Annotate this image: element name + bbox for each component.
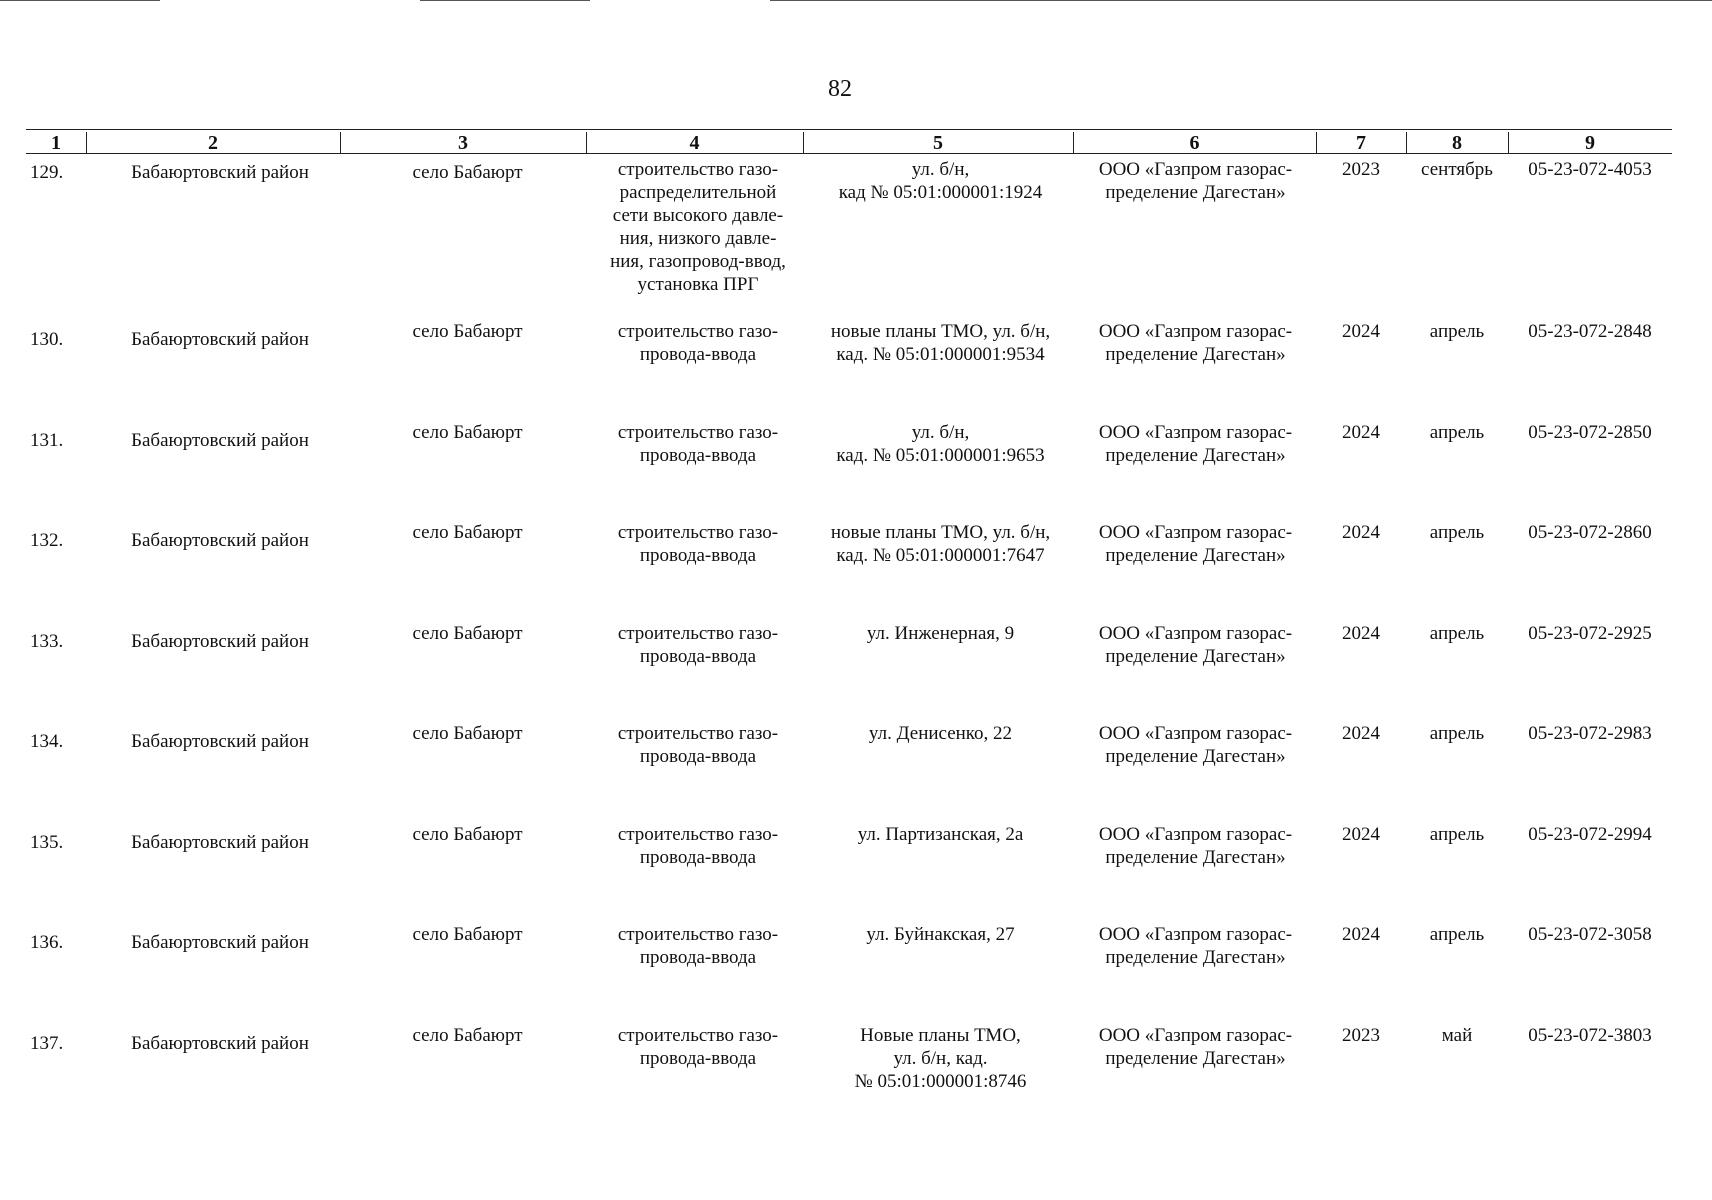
- settlement-cell: село Бабаюрт: [412, 824, 523, 845]
- work-type-cell: [583, 320, 813, 366]
- settlement-cell: село Бабаюрт: [412, 623, 523, 644]
- month-cell: май: [1441, 1025, 1473, 1046]
- row-number: 137.: [30, 1033, 64, 1054]
- organization-cell-line: пределение Дагестан»: [1105, 182, 1286, 203]
- column-divider: [1073, 132, 1074, 154]
- month-cell: апрель: [1429, 321, 1485, 342]
- district-cell: Бабаюртовский район: [131, 530, 309, 551]
- organization-cell-line: ООО «Газпром газорас-: [1098, 723, 1293, 744]
- settlement-cell: село Бабаюрт: [412, 522, 523, 543]
- organization-cell-line: пределение Дагестан»: [1105, 847, 1286, 868]
- scan-edge-line: [0, 0, 160, 1]
- address-cell-line: ул. Денисенко, 22: [868, 723, 1013, 744]
- month-cell: апрель: [1429, 924, 1485, 945]
- settlement-cell: село Бабаюрт: [412, 1025, 523, 1046]
- row-number: 136.: [30, 932, 64, 953]
- column-header-3: 3: [458, 132, 468, 154]
- work-type-cell-line: распределительной: [619, 182, 777, 203]
- organization-cell: [1073, 421, 1318, 467]
- address-cell: [808, 823, 1073, 846]
- organization-cell-line: ООО «Газпром газорас-: [1098, 321, 1293, 342]
- address-cell-line: ул. б/н,: [911, 159, 970, 180]
- organization-cell: [1073, 521, 1318, 567]
- organization-cell: [1073, 1024, 1318, 1070]
- column-header-4: 4: [689, 132, 700, 154]
- month-cell: апрель: [1429, 522, 1485, 543]
- organization-cell: [1073, 923, 1318, 969]
- address-cell-line: ул. Инженерная, 9: [866, 623, 1015, 644]
- work-type-cell: [583, 158, 813, 296]
- organization-cell-line: пределение Дагестан»: [1105, 545, 1286, 566]
- code-cell: 05-23-072-2925: [1528, 623, 1652, 644]
- organization-cell: [1073, 823, 1318, 869]
- row-number: 132.: [30, 530, 64, 551]
- work-type-cell-line: провода-ввода: [639, 545, 757, 566]
- work-type-cell-line: провода-ввода: [639, 344, 757, 365]
- column-divider: [1316, 132, 1317, 154]
- month-cell: апрель: [1429, 422, 1485, 443]
- scan-edge-line: [420, 0, 590, 1]
- address-cell-line: ул. б/н, кад.: [893, 1048, 988, 1069]
- code-cell: 05-23-072-2848: [1528, 321, 1652, 342]
- year-cell: 2024: [1342, 522, 1380, 543]
- address-cell-line: № 05:01:000001:8746: [854, 1071, 1027, 1092]
- work-type-cell-line: установка ПРГ: [637, 274, 759, 295]
- settlement-cell: село Бабаюрт: [412, 422, 523, 443]
- address-cell: [808, 521, 1073, 567]
- district-cell: Бабаюртовский район: [131, 1033, 309, 1054]
- page-number: 82: [828, 76, 852, 102]
- district-cell: Бабаюртовский район: [131, 631, 309, 652]
- column-header-5: 5: [933, 132, 943, 154]
- district-cell: Бабаюртовский район: [131, 430, 309, 451]
- organization-cell-line: пределение Дагестан»: [1105, 947, 1286, 968]
- address-cell: [808, 421, 1073, 467]
- work-type-cell: [583, 823, 813, 869]
- year-cell: 2023: [1342, 1025, 1380, 1046]
- column-header-9: 9: [1585, 132, 1595, 154]
- address-cell: [808, 622, 1073, 645]
- district-cell: Бабаюртовский район: [131, 162, 309, 183]
- address-cell-line: новые планы ТМО, ул. б/н,: [830, 321, 1051, 342]
- organization-cell: [1073, 722, 1318, 768]
- address-cell-line: ул. б/н,: [911, 422, 970, 443]
- scan-edge-line: [770, 0, 1712, 1]
- code-cell: 05-23-072-4053: [1528, 159, 1652, 180]
- address-cell-line: кад № 05:01:000001:1924: [838, 182, 1043, 203]
- district-cell: Бабаюртовский район: [131, 932, 309, 953]
- work-type-cell-line: строительство газо-: [617, 422, 779, 443]
- work-type-cell-line: провода-ввода: [639, 847, 757, 868]
- work-type-cell-line: провода-ввода: [639, 947, 757, 968]
- year-cell: 2024: [1342, 824, 1380, 845]
- organization-cell-line: ООО «Газпром газорас-: [1098, 422, 1293, 443]
- organization-cell-line: ООО «Газпром газорас-: [1098, 623, 1293, 644]
- column-divider: [340, 132, 341, 154]
- column-divider: [86, 132, 87, 154]
- organization-cell-line: пределение Дагестан»: [1105, 344, 1286, 365]
- work-type-cell-line: строительство газо-: [617, 1025, 779, 1046]
- work-type-cell: [583, 923, 813, 969]
- organization-cell-line: пределение Дагестан»: [1105, 746, 1286, 767]
- work-type-cell: [583, 421, 813, 467]
- year-cell: 2024: [1342, 321, 1380, 342]
- column-divider: [1406, 132, 1407, 154]
- organization-cell-line: ООО «Газпром газорас-: [1098, 924, 1293, 945]
- work-type-cell: [583, 521, 813, 567]
- row-number: 135.: [30, 832, 64, 853]
- code-cell: 05-23-072-3803: [1528, 1025, 1652, 1046]
- table-header-top-rule: [26, 129, 1672, 130]
- year-cell: 2023: [1342, 159, 1380, 180]
- organization-cell-line: ООО «Газпром газорас-: [1098, 522, 1293, 543]
- work-type-cell-line: строительство газо-: [617, 522, 779, 543]
- settlement-cell: село Бабаюрт: [412, 723, 523, 744]
- work-type-cell: [583, 722, 813, 768]
- organization-cell-line: пределение Дагестан»: [1105, 445, 1286, 466]
- month-cell: апрель: [1429, 723, 1485, 744]
- column-header-1: 1: [51, 132, 61, 154]
- address-cell-line: Новые планы ТМО,: [860, 1025, 1021, 1046]
- row-number: 133.: [30, 631, 64, 652]
- organization-cell: [1073, 320, 1318, 366]
- work-type-cell-line: сети высокого давле-: [612, 205, 784, 226]
- organization-cell-line: пределение Дагестан»: [1105, 1048, 1286, 1069]
- code-cell: 05-23-072-2983: [1528, 723, 1652, 744]
- month-cell: сентябрь: [1421, 159, 1493, 180]
- work-type-cell-line: строительство газо-: [617, 159, 779, 180]
- year-cell: 2024: [1342, 422, 1380, 443]
- address-cell-line: ул. Буйнакская, 27: [866, 924, 1015, 945]
- column-divider: [586, 132, 587, 154]
- column-header-6: 6: [1189, 132, 1200, 154]
- address-cell: [808, 158, 1073, 204]
- address-cell: [808, 722, 1073, 745]
- organization-cell-line: ООО «Газпром газорас-: [1098, 159, 1293, 180]
- organization-cell: [1073, 158, 1318, 204]
- row-number: 134.: [30, 731, 64, 752]
- address-cell: [808, 923, 1073, 946]
- month-cell: апрель: [1429, 824, 1485, 845]
- organization-cell-line: пределение Дагестан»: [1105, 646, 1286, 667]
- column-divider: [803, 132, 804, 154]
- work-type-cell-line: ния, газопровод-ввод,: [610, 251, 786, 272]
- settlement-cell: село Бабаюрт: [412, 162, 523, 183]
- column-header-7: 7: [1356, 132, 1366, 154]
- code-cell: 05-23-072-2850: [1528, 422, 1652, 443]
- work-type-cell-line: строительство газо-: [617, 623, 779, 644]
- settlement-cell: село Бабаюрт: [412, 924, 523, 945]
- row-number: 130.: [30, 329, 64, 350]
- work-type-cell-line: провода-ввода: [639, 746, 757, 767]
- work-type-cell-line: провода-ввода: [639, 445, 757, 466]
- work-type-cell-line: строительство газо-: [617, 321, 779, 342]
- address-cell-line: кад. № 05:01:000001:9653: [836, 445, 1045, 466]
- column-header-8: 8: [1452, 132, 1462, 154]
- address-cell-line: кад. № 05:01:000001:7647: [836, 545, 1045, 566]
- year-cell: 2024: [1342, 924, 1380, 945]
- district-cell: Бабаюртовский район: [131, 329, 309, 350]
- settlement-cell: село Бабаюрт: [412, 321, 523, 342]
- work-type-cell: [583, 622, 813, 668]
- organization-cell-line: ООО «Газпром газорас-: [1098, 1025, 1293, 1046]
- year-cell: 2024: [1342, 623, 1380, 644]
- month-cell: апрель: [1429, 623, 1485, 644]
- work-type-cell-line: провода-ввода: [639, 646, 757, 667]
- address-cell: [808, 1024, 1073, 1093]
- district-cell: Бабаюртовский район: [131, 731, 309, 752]
- work-type-cell: [583, 1024, 813, 1070]
- work-type-cell-line: строительство газо-: [617, 723, 779, 744]
- address-cell-line: кад. № 05:01:000001:9534: [836, 344, 1045, 365]
- address-cell-line: новые планы ТМО, ул. б/н,: [830, 522, 1051, 543]
- code-cell: 05-23-072-2860: [1528, 522, 1652, 543]
- code-cell: 05-23-072-2994: [1528, 824, 1652, 845]
- work-type-cell-line: провода-ввода: [639, 1048, 757, 1069]
- code-cell: 05-23-072-3058: [1528, 924, 1652, 945]
- row-number: 129.: [30, 162, 64, 183]
- column-divider: [1508, 132, 1509, 154]
- organization-cell: [1073, 622, 1318, 668]
- work-type-cell-line: строительство газо-: [617, 924, 779, 945]
- row-number: 131.: [30, 430, 64, 451]
- year-cell: 2024: [1342, 723, 1380, 744]
- work-type-cell-line: ния, низкого давле-: [619, 228, 777, 249]
- district-cell: Бабаюртовский район: [131, 832, 309, 853]
- work-type-cell-line: строительство газо-: [617, 824, 779, 845]
- address-cell-line: ул. Партизанская, 2а: [857, 824, 1024, 845]
- organization-cell-line: ООО «Газпром газорас-: [1098, 824, 1293, 845]
- column-header-2: 2: [208, 132, 218, 154]
- address-cell: [808, 320, 1073, 366]
